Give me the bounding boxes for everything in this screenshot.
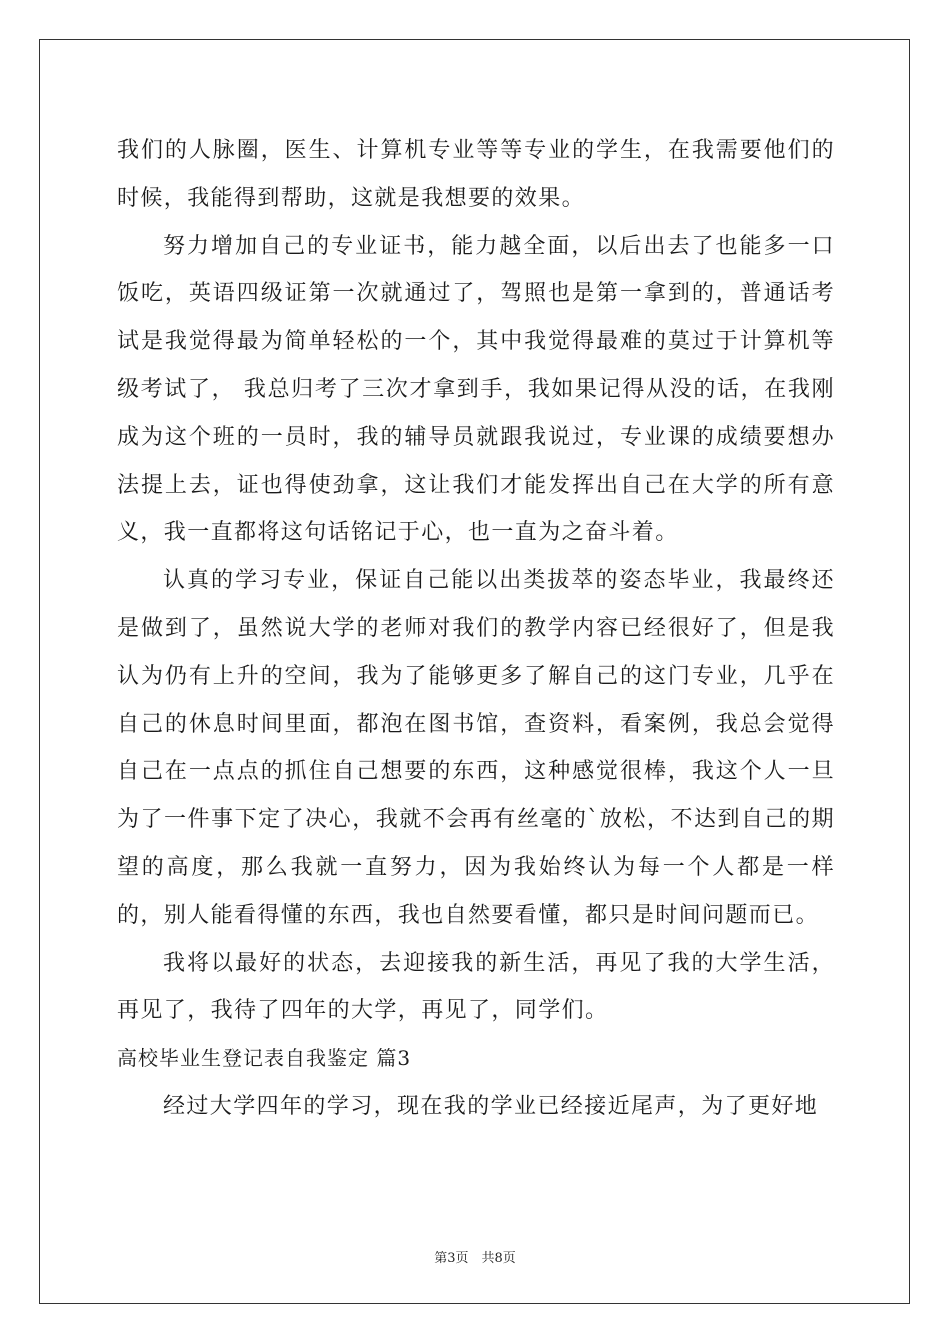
page-number: 第3页 共8页 — [434, 1251, 516, 1266]
paragraph-5: 经过大学四年的学习，现在我的学业已经接近尾声，为了更好地 — [163, 1093, 819, 1119]
document-body — [117, 127, 835, 1131]
paragraph-2: 努力增加自己的专业证书，能力越全面，以后出去了也能多一口饭吃，英语四级证第一次就通过了，驾照也是第一拿到的，普通话考试是我觉得最为简单轻松的一个，其中我觉得最难的莫过于计算机等级考试了， 我总归考了三次才拿到手，我如果记得从没的话，在我刚成为这个班的一员时，我的辅导员就跟我说过，专业课的成绩要想办法提上去，证也得使劲拿，这让我们才能发挥出自己在大学的所有意义，我一直都将这句话铭记于心，也一直为之奋斗着。 — [117, 233, 835, 546]
paragraph-4: 我将以最好的状态，去迎接我的新生活，再见了我的大学生活，再见了，我待了四年的大学，再见了，同学们。 — [117, 950, 835, 1024]
paragraph-3: 认真的学习专业，保证自己能以出类拔萃的姿态毕业，我最终还是做到了，虽然说大学的老师对我们的教学内容已经很好了，但是我认为仍有上升的空间，我为了能够更多了解自己的这门专业，几乎在自己的休息时间里面，都泡在图书馆，查资料，看案例，我总会觉得自己在一点点的抓住自己想要的东西，这种感觉很棒，我这个人一旦为了一件事下定了决心，我就不会再有丝毫的`放松，不达到自己的期望的高度，那么我就一直努力，因为我始终认为每一个人都是一样的，别人能看得懂的东西，我也自然要看懂，都只是时间问题而已。 — [117, 568, 835, 928]
section-heading: 高校毕业生登记表自我鉴定 篇3 — [117, 1046, 412, 1071]
paragraph-1: 我们的人脉圈，医生、计算机专业等等专业的学生，在我需要他们的时候，我能得到帮助，这就是我想要的效果。 — [117, 138, 835, 211]
